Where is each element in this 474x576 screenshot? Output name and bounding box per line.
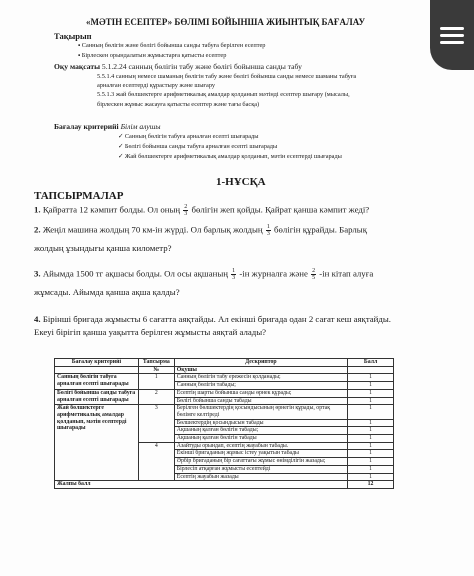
table-row: Ақшаның қалған бөлігін табады; 1 — [55, 427, 394, 435]
task-1: 1. Қайратта 12 кәмпит болды. Ол оның $\frac{2}{3}$ бөлігін жеп қойды. Қайрат қанша кәмпит жеді? — [34, 204, 370, 217]
task-2: 2. Жеңіл машина жолдың 70 км-ін жүрді. Ол барлық жолдың $\frac{1}{3}$ бөлігін құрайды. Барлық — [34, 224, 367, 237]
table-subheader: № Оқушы — [55, 366, 394, 374]
menu-icon[interactable] — [430, 0, 474, 70]
table-row: Әрбір бригаданың бір сағаттағы жұмыс өнімділігін жазады; 1 — [55, 458, 394, 466]
table-row: Ақшаның қалған бөлігін табады 1 — [55, 435, 394, 443]
table-row: Бөлігі бойынша санды табады 1 — [55, 397, 394, 405]
goal-row — [54, 62, 302, 71]
topic-label: Тақырып — [54, 31, 92, 41]
task-4: 4. Бірінші бригада жұмысты 6 сағатта аяқтайды. Ал екінші бригада одан 2 сағат кеш аяқтайды. — [34, 314, 391, 324]
table-row: Есептің жауабын жазады 1 — [55, 473, 394, 481]
goal-line-1: 5.1.2.24 санның бөлігін табу және бөлігі бойынша санды табу — [101, 62, 302, 71]
table-row: Жай бөлшектерге арифметикалық амалдар қолданып, мәтін есептерді шығарады 3 Берілген бөлшектердің қосындысының өрнегін құрады, ортақ бөлімге келтіреді 1 — [55, 405, 394, 419]
table-row: 4 Азайтуды орындап, есептің жауабын табады. 1 — [55, 442, 394, 450]
fraction-2-5: $\frac{2}{5}$ — [312, 268, 316, 281]
assessment-table — [54, 358, 394, 489]
col-criteria: Бағалау критерийі — [55, 359, 139, 367]
goal-line-4: 5.5.1.3 жай бөлшектерге арифметикалық амалдар қолданып мәтінді есептер шығару (мысалы, — [97, 91, 350, 98]
table-row: Бірлесіп атқарған жұмысты есептейді 1 — [55, 465, 394, 473]
topic-item-1: ▪ Санның бөлігін және бөлігі бойынша санды табуға берілген есептер — [78, 42, 266, 49]
page-title: «МӘТІН ЕСЕПТЕР» БӨЛІМІ БОЙЫНША ЖИЫНТЫҚ БАҒАЛАУ — [86, 17, 366, 27]
goal-line-5: бірлескен жұмыс жасауға қатысты есептер және тағы басқа) — [97, 101, 260, 108]
fraction-1-3b: $\frac{1}{3}$ — [232, 268, 236, 281]
table-row: Екінші бригаданың жұмыс істеу уақытын табады 1 — [55, 450, 394, 458]
tasks-title: ТАПСЫРМАЛАР — [34, 190, 124, 202]
task-4-line-2: Екеуі бірігіп қанша уақытта берілген жұмысты аяқтай алады? — [34, 327, 267, 337]
fraction-2-3: $\frac{2}{3}$ — [184, 204, 188, 217]
col-task: Тапсырма — [138, 359, 174, 367]
table-header — [55, 359, 394, 367]
task-3-line-2: жұмсады. Айымда қанша ақша қалды? — [34, 287, 180, 297]
table-total-row: Жалпы балл 12 — [55, 481, 394, 489]
col-score: Балл — [348, 359, 394, 367]
criteria-item-1: ✓ Санның бөлігін табуға арналған есепті шығарады — [118, 133, 259, 140]
fraction-1-3: $\frac{1}{3}$ — [266, 224, 270, 237]
topic-item-2: ▪ Бірлескен орындалатын жұмыстарға қатысты есептер — [78, 52, 227, 59]
goal-label: Оқу мақсаты — [54, 62, 100, 71]
criteria-label: Бағалау критерийі — [54, 122, 119, 131]
task-2-line-2: жолдың ұзындығы қанша километр? — [34, 243, 172, 253]
col-descriptor: Дескриптор — [174, 359, 347, 367]
criteria-item-2: ✓ Бөлігі бойынша санды табуға арналған есепті шығарады — [118, 143, 278, 150]
task-3: 3. Айымда 1500 тг ақшасы болды. Ол осы ақшаның $\frac{1}{3}$ -ін журналға және $\frac{2}{5}$ -ін кітап алуға — [34, 268, 374, 281]
table-row: Санның бөлігін табады; 1 — [55, 382, 394, 390]
criteria-row — [54, 122, 161, 131]
table-row: Бөлшектердің қосындысын табады 1 — [55, 419, 394, 427]
goal-line-3: арналған есептерді құрастыру және шығару — [97, 82, 216, 89]
goal-line-2: 5.5.1.4 санның немесе шаманың бөлігін табу және бөлігі бойынша санды немесе шаманы табуға — [97, 73, 357, 80]
table-row: Бөлігі бойынша санды табуға арналған есепті шығарады 2 Есептің шарты бойынша санды өрнек құрады; 1 — [55, 389, 394, 397]
criteria-level: Білім алушы — [120, 122, 161, 131]
criteria-item-3: ✓ Жай бөлшектерге арифметикалық амалдар қолданып, мәтін есептерді шығарады — [118, 153, 342, 160]
table-row: Санның бөлігін табуға арналған есепті шығарады 1 Санның бөлігін табу ережесін қолданады; 1 — [55, 374, 394, 382]
variant-title: 1-НҰСҚА — [216, 176, 266, 188]
